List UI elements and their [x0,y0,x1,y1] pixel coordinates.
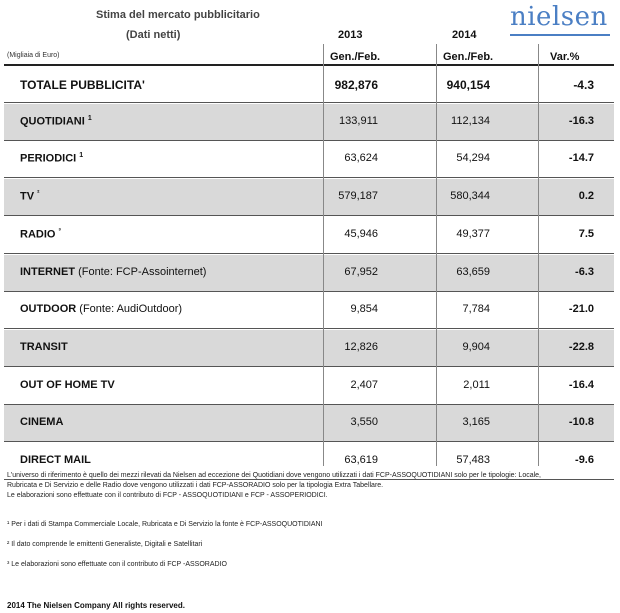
footnote-universe: Le elaborazioni sono effettuate con il contributo di FCP - ASSOQUOTIDIANI e FCP - ASSOPERIODICI. [7,492,328,499]
media-name: CINEMA [20,416,64,429]
row-label [20,416,63,428]
value-2013: 579,187 [338,190,378,203]
media-name: OUTDOOR [20,303,77,316]
value-2013: 45,946 [344,227,378,240]
footnote-universe: L'universo di riferimento è quello dei mezzi rilevati da Nielsen ad eccezione dei Quotidiani dove vengono utilizzati i dati FCP-ASSOQUOTIDIANI solo per le tipologie: Locale, [7,472,541,479]
value-2014: 3,165 [462,416,490,429]
row-label [20,454,91,466]
column-period-2013: Gen./Feb. [330,51,381,63]
media-name: PERIODICI [20,153,77,166]
table-row [4,217,614,253]
footnote-ref: 1 [79,152,84,160]
value-2014: 49,377 [456,227,490,240]
value-change: 0.2 [578,190,594,203]
value-change: -6.3 [575,265,594,278]
table-row [4,405,614,441]
value-2013: 3,550 [350,416,378,429]
table-row [4,292,614,328]
value-2013: 67,952 [344,265,378,278]
row-label [20,190,39,203]
row-label [20,303,182,315]
value-2013: 63,624 [344,152,378,165]
total-row [4,66,614,102]
media-name: INTERNET [20,265,75,278]
media-name: TOTALE PUBBLICITA' [20,78,145,92]
value-2013: 133,911 [339,114,378,127]
value-change: -22.8 [568,340,594,353]
row-label [20,78,145,92]
media-name: QUOTIDIANI [20,115,85,128]
table-subtitle: (Dati netti) [126,29,181,41]
row-label [20,266,206,278]
media-name: TRANSIT [20,340,68,353]
value-2014: 9,904 [462,340,490,353]
unit-label: (Migliaia di Euro) [7,52,60,59]
value-2014: 54,294 [456,152,490,165]
table-row [4,104,614,140]
table-title: Stima del mercato pubblicitario [96,9,260,21]
value-2014: 940,154 [446,78,490,92]
table-top-border [4,64,614,66]
table-row [4,255,614,291]
value-change: -10.8 [568,416,594,429]
value-change: -16.4 [568,378,594,391]
value-2013: 982,876 [334,78,378,92]
row-label [20,341,68,353]
value-2014: 63,659 [456,265,490,278]
row-label [20,115,92,128]
value-change: -14.7 [568,152,594,165]
logo-underline [510,34,610,36]
footnote-1: ¹ Per i dati di Stampa Commerciale Locale, Rubricata e Di Servizio la fonte è FCP-ASSOQUOTIDIANI [7,521,323,528]
value-change: -9.6 [575,454,594,466]
value-2014: 2,011 [463,378,490,391]
footnote-universe: Rubricata e Di Servizio e delle Radio dove vengono utilizzati i dati FCP-ASSORADIO solo per la tipologia Extra Tabellare. [7,482,384,489]
footnote-3: ³ Le elaborazioni sono effettuate con il contributo di FCP -ASSORADIO [7,561,227,568]
column-divider [436,44,437,466]
column-period-2014: Gen./Feb. [443,51,494,63]
media-name: TV [20,190,35,203]
media-name: RADIO [20,228,56,241]
value-2013: 9,854 [350,303,378,316]
column-divider [323,44,324,466]
footnote-2: ² Il dato comprende le emittenti Generaliste, Digitali e Satellitari [7,541,203,548]
column-year-2014: 2014 [452,29,477,41]
value-change: -16.3 [568,114,594,127]
table-row [4,141,614,177]
table-row [4,330,614,366]
row-label [20,228,61,241]
value-2013: 63,619 [344,454,378,466]
column-divider [538,44,539,466]
value-2013: 2,407 [350,378,378,391]
column-year-2013: 2013 [338,29,363,41]
footnote-ref: ² [37,190,40,198]
footnote-ref: ³ [58,227,61,235]
copyright: 2014 The Nielsen Company All rights reserved. [7,601,185,610]
footnote-ref: 1 [87,114,92,122]
media-name: OUT OF HOME TV [20,378,115,391]
value-2013: 12,826 [344,340,378,353]
value-change: 7.5 [578,227,594,240]
source-note: (Fonte: AudiOutdoor) [79,303,183,316]
media-name: DIRECT MAIL [20,454,91,466]
table-row [4,368,614,404]
row-label [20,152,83,165]
value-2014: 57,483 [456,454,490,466]
column-change: Var.% [550,51,580,63]
value-2014: 112,134 [451,114,490,127]
nielsen-logo: nielsen [510,2,608,32]
table-row [4,179,614,215]
source-note: (Fonte: FCP-Assointernet) [78,265,207,278]
row-label [20,379,115,391]
value-change: -4.3 [573,78,594,92]
value-2014: 580,344 [450,190,490,203]
value-change: -21.0 [568,303,594,316]
value-2014: 7,784 [462,303,490,316]
